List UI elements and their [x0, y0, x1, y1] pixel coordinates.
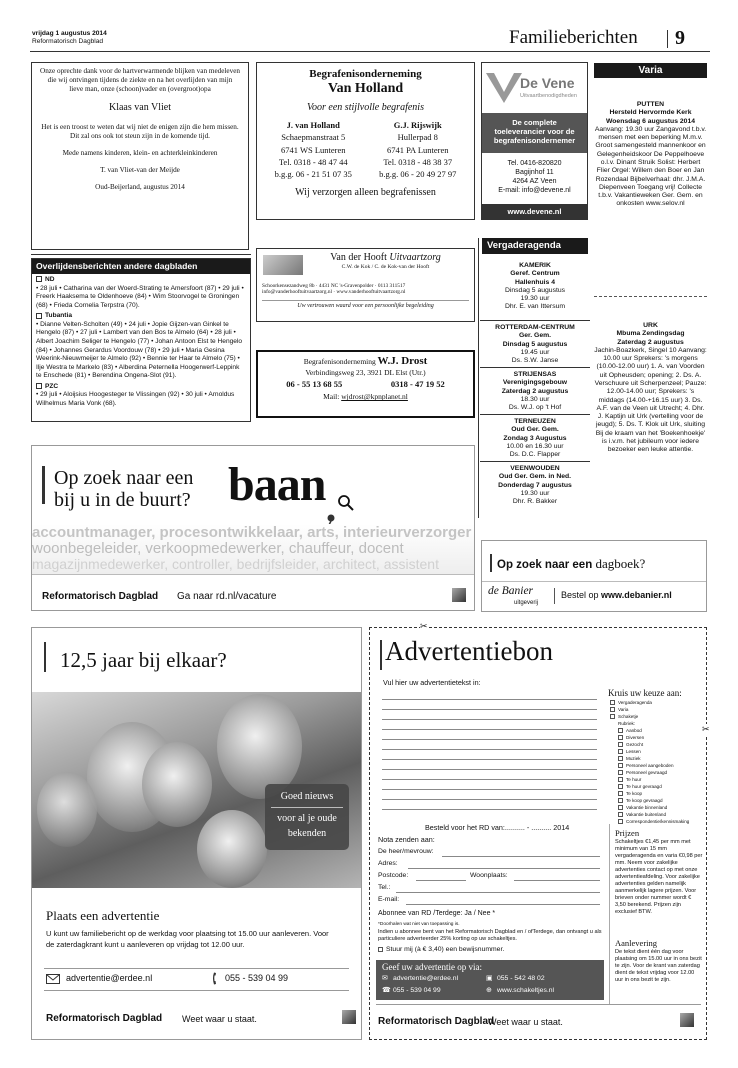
- prijzen-body: Schakeltjes €1,45 per mm met minimum van 15 mm vergaderagenda en varia €0,98 per mm. Neem voor zakelijke advertenties contact op met onze advertentieafdeling. Voor zakelijke advertenties gelden namelijk aanmerkelijk lagere prijzen. Voor brieven onder nummer wordt € 3,50 berekend. Prijzen zijn exclusief BTW.: [615, 839, 703, 915]
- devene-logo-sub: Uitvaartbenodigdheden: [520, 93, 577, 99]
- thanks-signer: T. van Vliet-van der Meijde: [100, 165, 180, 174]
- banier-logo-sub: uitgeverij: [514, 600, 539, 606]
- option-rubriek: Rubriek:: [618, 721, 636, 726]
- devene-street: Bagijnhof 11: [515, 169, 554, 177]
- vergader-item: [482, 324, 588, 367]
- vanholland-ad: [256, 62, 475, 220]
- tub-tag: Tubantia: [45, 312, 72, 320]
- bon-brand: Reformatorisch Dagblad: [378, 1016, 495, 1027]
- option-aanbod[interactable]: Aanbod: [618, 727, 689, 734]
- item-line: 18.30 uur: [520, 395, 550, 403]
- header-rule: [30, 51, 710, 52]
- option-muziek[interactable]: Muziek: [618, 755, 689, 762]
- p1-street: Schaepmanstraat 5: [281, 132, 346, 143]
- baan-brand: Reformatorisch Dagblad: [42, 591, 159, 602]
- varia-urk: [594, 322, 707, 455]
- vergader-list: [482, 262, 588, 508]
- option-lessen[interactable]: Lessen: [618, 748, 689, 755]
- item-line: 10.00 en 16.30 uur: [506, 442, 564, 450]
- field-adres[interactable]: [378, 860, 600, 868]
- vergader-item: [482, 262, 588, 320]
- baan-line1: Op zoek naar een: [54, 467, 194, 489]
- option-te-koop-gevraagd[interactable]: Te koop gevraagd: [618, 797, 689, 804]
- jaar-slogan: Weet waar u staat.: [182, 1014, 257, 1024]
- thanks-name: Klaas van Vliet: [108, 102, 172, 113]
- tub-list: • Dianne Velten-Scholten (49) • 24 juli • Jopie Gijzen-van Ginkel te Hengelo (87) • 27 juli • Lambert van den Bos te Almelo (64) • 28 juli • Albert Joachim Seliger te Hengelo (77) • Johan Antoon Elst te Hengelo (84) • Johannes Gerardus Voordouw (78) • 29 juli • Maria Gesina Weerink-Nieuwmeijer te Almelo (92) • Bennie ter Haar te Almelo (75) • Ilje Westra te Markelo (83) • Alberdina Peternella Hoogerwerf-Leppink te Enschede (81) • Berendina Ongena-Slot (91).: [36, 320, 243, 380]
- item-line: 19.45 uur: [520, 348, 550, 356]
- bubble-line: bekenden: [287, 828, 327, 839]
- urk-date: Zaterdag 2 augustus: [617, 338, 684, 346]
- banier-logo: de Banier: [488, 585, 534, 597]
- item-head: KAMERIK: [519, 262, 551, 269]
- drost-tel2: 0318 - 47 19 52: [390, 379, 445, 390]
- baan-words2: woonbegeleider, verkoopmedewerker, chauffeur, docent: [32, 540, 404, 557]
- item-head: Geref. Centrum: [510, 270, 560, 278]
- section-title: Familieberichten: [509, 27, 638, 48]
- item-head: Oud Ger. Gem. in Ned.: [498, 473, 572, 481]
- envelope-icon: [46, 974, 60, 984]
- item-head: Donderdag 7 augustus: [498, 481, 572, 489]
- banier-cta-pre: Bestel op: [561, 590, 599, 600]
- item-line: 19.30 uur: [520, 489, 550, 497]
- p2-name: G.J. Rijswijk: [393, 119, 442, 130]
- devene-ad: [481, 62, 588, 220]
- page-number: 9: [675, 27, 685, 49]
- putten-church: Hersteld Hervormde Kerk: [609, 109, 692, 117]
- devene-logo-text: De Vene: [520, 75, 575, 91]
- baan-ad: [31, 445, 475, 611]
- jaar-body: U kunt uw familiebericht op de werkdag voor plaatsing tot 15.00 uur aanleveren. Voor de zaterdagkrant kunt u aanleveren op vrijdag tot 12.00 uur.: [46, 929, 329, 949]
- vanholland-name: Van Holland: [327, 81, 404, 97]
- baan-big: baan: [228, 458, 326, 511]
- pzc-tag-box: [36, 383, 42, 389]
- field-label: Woonplaats:: [470, 872, 508, 879]
- item-line: Ds. D.C. Flapper: [509, 451, 561, 459]
- banier-ad: [481, 540, 707, 612]
- item-line: Ds. S.W. Janse: [511, 357, 559, 365]
- vergader-item: [482, 418, 588, 461]
- geef-fax[interactable]: 055 - 542 48 02: [497, 974, 545, 982]
- banier-cta[interactable]: [561, 590, 672, 601]
- stuur-checkbox[interactable]: [378, 947, 383, 952]
- advertentiebon: [369, 621, 710, 1040]
- stuur-label: Stuur mij (à € 3,40) een bewijsnummer.: [386, 946, 505, 953]
- drost-name: W.J. Drost: [377, 355, 428, 367]
- option-personeel-gevraagd[interactable]: Personeel gevraagd: [618, 769, 689, 776]
- bubble-line: voor al je oude: [277, 813, 337, 824]
- thanks-family: Mede namens kinderen, klein- en achterkleinkinderen: [62, 148, 218, 157]
- bon-slogan: Weet waar u staat.: [488, 1017, 563, 1027]
- nd-tag-box: [36, 276, 42, 282]
- p1-city: 6741 WS Lunteren: [280, 144, 346, 155]
- vergader-item: [482, 371, 588, 414]
- rd-logo-icon: [680, 1013, 694, 1027]
- vanholland-slogan: Voor een stijlvolle begrafenis: [307, 101, 424, 113]
- nd-tag: ND: [45, 276, 55, 283]
- baan-footer-rule: [32, 574, 474, 575]
- devene-tagline: De complete toeleverancier voor de begrafenisondernemer: [482, 113, 587, 153]
- vanderhooft-ad: [256, 248, 475, 322]
- geef-web[interactable]: www.schakeltjes.nl: [497, 986, 555, 994]
- item-head: Ger. Gem.: [518, 332, 552, 340]
- bon-instr: Vul hier uw advertentietekst in:: [383, 678, 481, 687]
- vergader-header: Vergaderagenda: [482, 238, 588, 254]
- devene-logo: [482, 63, 587, 113]
- banier-rest: dagboek?: [595, 556, 646, 571]
- field-label: De heer/mevrouw:: [378, 848, 434, 855]
- option-correspondentie[interactable]: Correspondentie/kennismaking: [618, 818, 689, 825]
- item-head: Verenigingsgebouw: [502, 379, 568, 387]
- pzc-list: • 29 juli • Aloijsius Hoogesteger te Vlissingen (92) • 30 juli • Arnoldus Wilhelmus Maria Vonk (68).: [36, 391, 235, 407]
- drost-addr: Verbindingsweg 23, 3921 DL Elst (Utr.): [305, 368, 426, 378]
- drost-kind: Begrafenisonderneming: [303, 357, 376, 366]
- thanks-notice: [31, 62, 249, 250]
- rd-logo-icon: [342, 1010, 356, 1024]
- bon-abonnee: Abonnee van RD /Terdege: Ja / Nee *: [378, 910, 496, 917]
- vanholland-footer: Wij verzorgen alleen begrafenissen: [295, 186, 436, 198]
- phone-icon: [212, 972, 220, 985]
- putten-body: Aanvang: 19.30 uur Zangavond t.b.v. mensen met een beperking M.m.v. Groot samengesteld mannenkoor en Gelegenheidskoor De Peppelhoeve o.l.v. Dinant Struik Solist: Herbert Flier Orgel: Willem den Boer en Jan Rozendaal Bijbelverhaal: dhr. J.M.A. Diepenveen Toegang vrij! Collecte t.b.v. Vakantieweken Ger. Gem. en onkosten www.selov.nl: [594, 125, 707, 208]
- tub-tag-box: [36, 313, 42, 319]
- option-te-huur[interactable]: Te huur: [618, 776, 689, 783]
- option-schaketje[interactable]: Schaketje: [610, 713, 689, 720]
- thanks-comfort: Het is een troost te weten dat wij niet de enigen zijn die hem missen. Dit zal ons ook tot steun zijn in de komende tijd.: [41, 122, 239, 140]
- thanks-intro: Onze oprechte dank voor de hartverwarmende blijken van medeleven die wij ontvingen tijdens de ziekte en na het overlijden van mijn lieve man, onze (schoon)vader en (overgroot)opa: [40, 67, 240, 93]
- option-te-koop[interactable]: Te koop: [618, 790, 689, 797]
- drost-mail[interactable]: wjdrost@kpnplanet.nl: [341, 392, 408, 402]
- p2-bgg: b.g.g. 06 - 20 49 27 97: [379, 169, 457, 180]
- option-varia[interactable]: Varia: [610, 706, 689, 713]
- vanholland-person-1: [275, 119, 352, 181]
- baan-line2: bij u in de buurt?: [54, 489, 191, 511]
- pzc-tag: PZC: [45, 382, 59, 390]
- field-naam[interactable]: [378, 848, 600, 856]
- putten-place: PUTTEN: [636, 101, 665, 108]
- header-date: vrijdag 1 augustus 2014: [32, 30, 107, 37]
- column-rule: [478, 238, 479, 518]
- fax-icon: ▣: [486, 974, 493, 982]
- geef-tel[interactable]: 055 - 539 04 99: [393, 986, 441, 994]
- banier-cta-url[interactable]: www.debanier.nl: [601, 590, 672, 600]
- item-head: Dinsdag 5 augustus: [502, 340, 568, 348]
- item-head: ROTTERDAM-CENTRUM: [495, 324, 575, 331]
- item-head: Zaterdag 2 augustus: [501, 387, 569, 395]
- vanholland-kind: Begrafenisonderneming: [309, 68, 422, 80]
- urk-title: Mbuma Zendingsdag: [616, 330, 685, 338]
- devene-email: E-mail: info@devene.nl: [498, 187, 571, 195]
- jaar-ad: [31, 627, 362, 1040]
- bon-kies: Kruis uw keuze aan:: [608, 688, 682, 698]
- drost-tel1: 06 - 55 13 68 55: [286, 379, 343, 390]
- jaar-email[interactable]: advertentie@erdee.nl: [66, 973, 153, 983]
- header-divider: [667, 30, 668, 48]
- item-line: Dinsdag 5 augustus: [504, 286, 566, 294]
- option-vergaderagenda[interactable]: Vergaderagenda: [610, 699, 689, 706]
- item-head: TERNEUZEN: [514, 418, 556, 425]
- p1-tel: Tel. 0318 - 48 47 44: [278, 156, 348, 167]
- envelope-icon: ✉: [382, 974, 388, 982]
- baan-words1: accountmanager, procesontwikkelaar, arts, interieurverzorger: [32, 524, 472, 541]
- jaar-brand: Reformatorisch Dagblad: [46, 1013, 163, 1024]
- p1-name: J. van Holland: [286, 119, 340, 130]
- item-line: 19.30 uur: [520, 295, 550, 303]
- field-label: Adres:: [378, 860, 398, 867]
- divider: [31, 254, 251, 255]
- option-vakantie-binnenland[interactable]: Vakantie binnenland: [618, 804, 689, 811]
- bon-note2: Indien u abonnee bent van het Reformatorisch Dagblad en / ofTerdege, dan ontvangt u als particuliere adverteerder 25% korting op uw schakeltjes.: [378, 929, 602, 943]
- rd-logo-icon: [452, 588, 466, 602]
- baan-cta[interactable]: Ga naar rd.nl/vacature: [177, 591, 277, 602]
- devene-city: 4264 AZ Veen: [512, 178, 557, 186]
- option-gezocht[interactable]: Gezocht: [618, 741, 689, 748]
- aanlevering-title: Aanlevering: [615, 938, 658, 948]
- jaar-bubble: [265, 784, 349, 850]
- varia-putten: [594, 101, 707, 209]
- drost-ad: [256, 350, 475, 418]
- item-line: Ds. W.J. op 't Hof: [508, 404, 562, 412]
- option-te-huur-gevraagd[interactable]: Te huur gevraagd: [618, 783, 689, 790]
- field-email[interactable]: [378, 896, 600, 904]
- item-head: VEENWOUDEN: [510, 465, 560, 472]
- phone-icon: ☎: [382, 986, 391, 994]
- jaar-heading: Plaats een advertentie: [46, 908, 160, 923]
- jaar-phone[interactable]: 055 - 539 04 99: [225, 973, 289, 983]
- devene-swoosh-icon: [484, 68, 524, 108]
- p1-bgg: b.g.g. 06 - 21 51 07 35: [274, 169, 352, 180]
- varia-header: Varia: [594, 63, 707, 78]
- p2-street: Hullerpad 8: [397, 132, 438, 143]
- option-personeel-aangeboden[interactable]: Personeel aangeboden: [618, 762, 689, 769]
- vanderhooft-addr: Schoorkensezandweg 8b · 4431 NC 's-Gravenpolder · 0113 311517: [262, 282, 406, 289]
- vanderhooft-slogan: Uw vertrouwen waard voor een persoonlijke begeleiding: [262, 300, 469, 310]
- bubble-line: Goed nieuws: [271, 789, 343, 808]
- divider: [594, 296, 707, 297]
- drost-mail-label: Mail:: [323, 392, 340, 402]
- urk-place: URK: [643, 322, 658, 329]
- thanks-place: Oud-Beijerland, augustus 2014: [95, 182, 185, 191]
- option-vakantie-buitenland[interactable]: Vakantie buitenland: [618, 811, 689, 818]
- vanderhooft-sub: C.W. de Kok / C. de Kok-van der Hooft: [341, 264, 430, 270]
- item-head: STRIJENSAS: [513, 371, 557, 378]
- geef-box: [376, 960, 604, 1000]
- bon-nota: Nota zenden aan:: [378, 835, 435, 844]
- vanderhooft-logo: [263, 255, 303, 275]
- aanlevering-body: De tekst dient één dag voor plaatsing om 15.00 uur in ons bezit te zijn. Voor de krant van zaterdag dient de tekst vrijdag voor 12.00 uur in ons bezit te zijn.: [615, 949, 702, 983]
- bon-options: [610, 699, 689, 825]
- globe-icon: ⊕: [486, 986, 492, 994]
- item-head: Zondag 3 Augustus: [503, 434, 567, 442]
- field-tel[interactable]: [378, 884, 600, 892]
- baan-words3: magazijnmedewerker, controller, bedrijfsleider, architect, assistent: [32, 556, 439, 572]
- p2-tel: Tel. 0318 - 48 38 37: [383, 156, 453, 167]
- scissors-icon: ✂: [420, 621, 428, 631]
- overlijden-block: [31, 258, 251, 422]
- devene-web[interactable]: www.devene.nl: [482, 204, 587, 219]
- vanderhooft-mail: info@vanderhooftuitvaartzorg.nl · www.vanderhooftuitvaartzorg.nl: [262, 288, 406, 295]
- magnifier-icon: [337, 494, 355, 512]
- option-diversen[interactable]: Diversen: [618, 734, 689, 741]
- item-head: Hallenhuis 4: [514, 278, 556, 286]
- scissors-icon: ✂: [702, 724, 710, 734]
- field-label: Postcode:: [378, 872, 409, 879]
- item-line: Dhr. R. Bakker: [512, 498, 558, 506]
- putten-date: Woensdag 6 augustus 2014: [605, 117, 696, 125]
- jaar-title: 12,5 jaar bij elkaar?: [60, 648, 227, 672]
- bon-note1: *Doorhalen wat niet van toepassing is.: [378, 922, 460, 927]
- item-head: Oud Ger. Gem.: [511, 426, 559, 434]
- drost-title: [262, 355, 469, 368]
- p2-city: 6741 PA Lunteren: [386, 144, 449, 155]
- geef-email[interactable]: advertentie@erdee.nl: [393, 974, 459, 982]
- urk-body: Jachin-Boazkerk, Singel 10 Aanvang: 10.00 uur Sprekers: 's morgens (10.00-12.00 uur) 1. A. van Voorden uit Opheusden; opening; 2. Ds. A. Verschuure uit Scherpenzeel; Pauze: 12.00-14.00 uur; Sprekers: 's middags (14.00-+16.15 uur) 3. Ds. A.F. van de Veen uit Utrecht; 4. Dhr. J. Kaptijn uit Urk (vertelling voor de jeugd); 5. Ds. T. Klok uit Urk, sluiting Bij de kraam van het 'Boekenhoekje' is i.v.m. het jubileum voor iedere bezoeker een leuke attentie.: [594, 346, 707, 454]
- field-label: E-mail:: [378, 896, 400, 903]
- bon-besteld: Besteld voor het RD van:.......... - .......... 2014: [425, 823, 570, 832]
- nd-list: • 28 juli • Catharina van der Woerd-Strating te Amersfoort (87) • 29 juli • Freerk Haaksema te Oldenhoeve (84) • Wim Stoorvogel te Groningen (68) • Frieda Cornelia Terpstra (70).: [36, 284, 244, 309]
- bon-stuur[interactable]: [378, 946, 504, 954]
- overlijden-header: Overlijdensberichten andere dagbladen: [32, 259, 250, 274]
- vanderhooft-name: Van der Hooft: [330, 252, 387, 263]
- banier-headline: [497, 556, 645, 573]
- geef-title: Geef uw advertentie op via:: [382, 962, 482, 972]
- field-label: Tel.:: [378, 884, 391, 891]
- banier-bold: Op zoek naar een: [497, 559, 593, 571]
- vanderhooft-name-it: Uitvaartzorg: [389, 252, 441, 263]
- item-line: Dhr. E. van Ittersum: [504, 303, 566, 311]
- vanholland-person-2: [379, 119, 456, 181]
- header-paper: Reformatorisch Dagblad: [32, 38, 104, 45]
- prijzen-title: Prijzen: [615, 828, 640, 838]
- field-postcode[interactable]: [378, 872, 600, 880]
- bon-title: Advertentiebon: [385, 636, 553, 666]
- vergader-item: [482, 465, 588, 508]
- devene-tel: Tel. 0416-820820: [507, 160, 562, 167]
